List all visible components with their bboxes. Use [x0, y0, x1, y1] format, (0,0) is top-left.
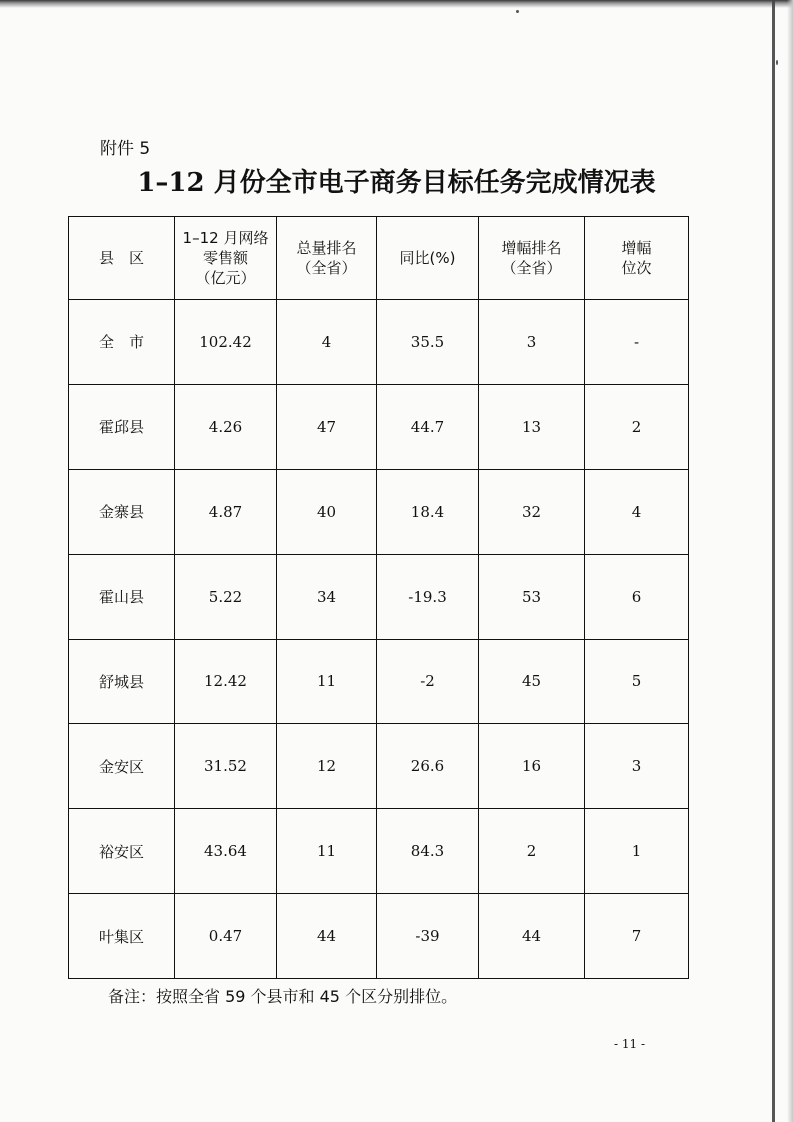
cell-county: 金安区 — [69, 724, 175, 809]
cell-yoy: -2 — [377, 639, 479, 724]
cell-total-rank: 4 — [277, 300, 377, 385]
cell-growth-rank: 53 — [479, 554, 585, 639]
table-row — [69, 724, 689, 809]
cell-yoy: 26.6 — [377, 724, 479, 809]
cell-county: 裕安区 — [69, 809, 175, 894]
header-yoy: 同比(%) — [377, 217, 479, 300]
cell-growth-rank: 44 — [479, 894, 585, 979]
cell-county: 霍邱县 — [69, 384, 175, 469]
table-header-row — [69, 217, 689, 300]
cell-growth-rank: 32 — [479, 469, 585, 554]
cell-yoy: 18.4 — [377, 469, 479, 554]
table-row — [69, 894, 689, 979]
cell-growth-rank: 45 — [479, 639, 585, 724]
header-retail-sales: 1–12 月网络 零售额 （亿元） — [175, 217, 277, 300]
cell-retail-sales: 102.42 — [175, 300, 277, 385]
cell-yoy: -39 — [377, 894, 479, 979]
attachment-label: 附件 5 — [100, 139, 151, 159]
cell-growth-position: 4 — [585, 469, 689, 554]
cell-growth-position: 6 — [585, 554, 689, 639]
cell-growth-position: 5 — [585, 639, 689, 724]
cell-growth-position: 1 — [585, 809, 689, 894]
document-title: 1–12 月份全市电子商务目标任务完成情况表 — [137, 168, 656, 198]
header-county: 县 区 — [69, 217, 175, 300]
cell-total-rank: 11 — [277, 639, 377, 724]
cell-total-rank: 40 — [277, 469, 377, 554]
cell-growth-rank: 16 — [479, 724, 585, 809]
page-number: - 11 - — [614, 1037, 646, 1051]
cell-total-rank: 47 — [277, 384, 377, 469]
cell-county: 叶集区 — [69, 894, 175, 979]
header-total-rank: 总量排名 （全省） — [277, 217, 377, 300]
cell-retail-sales: 31.52 — [175, 724, 277, 809]
cell-growth-rank: 13 — [479, 384, 585, 469]
cell-county: 舒城县 — [69, 639, 175, 724]
cell-growth-rank: 2 — [479, 809, 585, 894]
cell-retail-sales: 0.47 — [175, 894, 277, 979]
cell-county: 全 市 — [69, 300, 175, 385]
cell-total-rank: 12 — [277, 724, 377, 809]
cell-growth-position: 7 — [585, 894, 689, 979]
table-row — [69, 300, 689, 385]
cell-retail-sales: 4.26 — [175, 384, 277, 469]
cell-retail-sales: 43.64 — [175, 809, 277, 894]
header-growth-rank: 增幅排名 （全省） — [479, 217, 585, 300]
cell-county: 金寨县 — [69, 469, 175, 554]
cell-yoy: 35.5 — [377, 300, 479, 385]
footnote: 备注：按照全省 59 个县市和 45 个区分别排位。 — [108, 987, 458, 1006]
cell-growth-rank: 3 — [479, 300, 585, 385]
cell-retail-sales: 12.42 — [175, 639, 277, 724]
cell-county: 霍山县 — [69, 554, 175, 639]
scan-speck — [516, 10, 519, 13]
cell-growth-position: 3 — [585, 724, 689, 809]
cell-total-rank: 11 — [277, 809, 377, 894]
cell-growth-position: - — [585, 300, 689, 385]
cell-retail-sales: 4.87 — [175, 469, 277, 554]
table-row — [69, 809, 689, 894]
cell-growth-position: 2 — [585, 384, 689, 469]
scan-speck — [776, 60, 778, 65]
cell-yoy: 44.7 — [377, 384, 479, 469]
table-row — [69, 554, 689, 639]
scan-edge-top — [0, 0, 793, 8]
cell-yoy: -19.3 — [377, 554, 479, 639]
cell-retail-sales: 5.22 — [175, 554, 277, 639]
table-row — [69, 469, 689, 554]
ecommerce-target-table — [68, 216, 689, 979]
cell-yoy: 84.3 — [377, 809, 479, 894]
header-growth-position: 增幅 位次 — [585, 217, 689, 300]
table-row — [69, 384, 689, 469]
cell-total-rank: 34 — [277, 554, 377, 639]
table-row — [69, 639, 689, 724]
cell-total-rank: 44 — [277, 894, 377, 979]
